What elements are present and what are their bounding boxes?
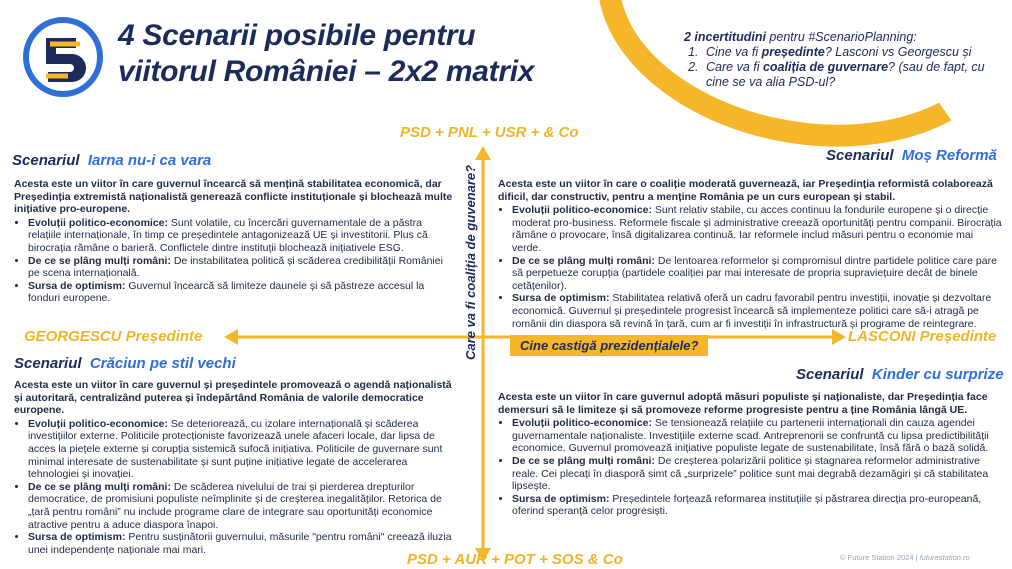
list-item	[28, 280, 454, 305]
scenario-list	[14, 418, 454, 557]
q1-post: ? Lasconi vs Georgescu și	[824, 45, 972, 59]
item-label: De ce se plâng mulți români:	[28, 254, 171, 267]
list-item	[28, 255, 454, 280]
footer	[840, 553, 970, 562]
item-label: Sursa de optimism:	[28, 279, 126, 292]
item-label: Sursa de optimism:	[512, 292, 610, 305]
axis-right-label: LASCONI Președinte	[848, 328, 997, 345]
q1-pre: Cine va fi	[706, 45, 762, 59]
item-text: De lentoarea reformelor și compromisul dintre partidele politice care pare să perpetueze corupția (partidele coaliției par mai interesate de propria supraviețuire decât de binele cetățenilor).	[512, 254, 997, 292]
list-item	[28, 531, 454, 556]
list-item	[512, 493, 1003, 518]
footer-site-link[interactable]: futurestation.ro	[919, 553, 970, 562]
scenario-title-top-left	[12, 152, 211, 169]
item-text: Sunt volatile, cu încercări guvernamentale de a păstra relațiile internaționale, în timp ce președintele antagonizează UE și investitorii. Plus că birocrația rămâne o barieră. Conflictele dintre instituții blochează inițiativele ESG.	[28, 216, 428, 254]
scenario-title-top-right	[826, 147, 997, 164]
item-label: De ce se plâng mulți români:	[28, 480, 171, 493]
item-label: Sursa de optimism:	[28, 531, 126, 544]
scenario-prefix: Scenariul	[14, 355, 82, 372]
item-text: De instabilitatea politică și scăderea credibilității României pe scena internațională.	[28, 254, 443, 280]
vertical-question: Care va fi coaliția de guvenare?	[463, 164, 478, 360]
uncertainties-intro-rest: pentru #ScenarioPlanning:	[765, 30, 917, 44]
list-item	[512, 292, 1003, 330]
scenario-prefix: Scenariul	[796, 366, 864, 383]
scenario-intro: Acesta este un viitor în care guvernul și președintele promovează o agendă naționalistă și autoritară, centralizând puterea și îndepărtând România de valorile democratice europene.	[14, 379, 452, 417]
scenario-body-bottom-right	[498, 391, 1003, 518]
arrow-left-icon	[224, 329, 238, 345]
item-text: Se tensionează relațiile cu partenerii internaționali din cauza agendei guvernamentale naționaliste. Investițiile externe scad. Antreprenorii se confruntă cu lipsa predictibilității economice. Guvernul promovează inițiative populiste legate de sustenabilitate, însă fără o bază solidă.	[512, 417, 989, 455]
q2-post: ? (sau de fapt, cu cine se va alia PSD-ul?	[706, 60, 985, 89]
scenario-name: Kinder cu surprize	[871, 366, 1004, 383]
uncertainties-intro-bold: 2 incertitudini	[684, 30, 766, 44]
list-item	[512, 204, 1003, 254]
list-item	[512, 255, 1003, 293]
scenario-name: Moș Reformă	[901, 147, 997, 164]
scenario-prefix: Scenariul	[12, 152, 80, 169]
item-text: Sunt relativ stabile, cu acces continuu la fondurile europene și o direcție moderat pro-business. Reformele fiscale și administrative creează oportunități pentru companii. Birocrația rămâne o provocare, însă digitalizarea continuă. Iar reformele includ măsuri pentru o economie mai verde.	[512, 204, 1002, 254]
q2-pre: Care va fi	[706, 60, 763, 74]
item-text: Pentru susținătorii guvernului, măsurile "pentru români" creează iluzia unei independențe naționale mai mari.	[28, 531, 452, 556]
axis-left-label: GEORGESCU Președinte	[24, 328, 203, 345]
scenario-prefix: Scenariul	[826, 147, 894, 164]
scenario-title-bottom-right	[796, 366, 1004, 383]
item-label: Evoluții politico-economice:	[512, 417, 653, 430]
item-label: Sursa de optimism:	[512, 492, 610, 505]
arrow-right-icon	[832, 329, 846, 345]
item-text: Președintele forțează reformarea instituțiile și păstrarea direcția pro-europeană, oferind speranță celor progresiști.	[512, 492, 982, 518]
item-label: Evoluții politico-economice:	[28, 216, 169, 229]
item-text: Stabilitatea relativă oferă un cadru favorabil pentru investiții, inovație și dezvoltare economică. Guvernul și președintele progresist încearcă să implementeze politici care să-i atragă pe românii din diaspora să revină în țară, cum ar fi investiții în infrastructură și programe de reintegrare.	[512, 292, 992, 330]
scenario-intro: Acesta este un viitor în care o coaliție moderată guvernează, iar Președinția reformistă colaborează dificil, dar constructiv, pentru a menține România pe un curs european și stabil.	[498, 178, 993, 203]
axis-bottom-label: PSD + AUR + POT + SOS & Co	[407, 551, 623, 568]
list-item	[28, 217, 454, 255]
scenario-list	[498, 204, 1003, 330]
list-item	[512, 417, 1003, 455]
item-text: De creșterea polarizării politice și stagnarea reformelor administrative reale. Cei plecați în diasporă simt că „surprizele” politice sunt mai degrabă dezamăgiri și că stabilitatea lipsește.	[512, 454, 989, 493]
item-text: De scăderea nivelului de trai și pierderea drepturilor democratice, de promisiuni populiste neîmplinite și de creșterea inegalităților. Retorica de „țară pentru români” nu include programe clare de integrare sau oportunități economice atractive pentru a aduce diaspora înapoi.	[28, 480, 442, 531]
scenario-title-bottom-left	[14, 355, 236, 372]
item-label: De ce se plâng mulți români:	[512, 254, 655, 267]
footer-copyright: © Future Station 2024	[840, 553, 914, 562]
footer-separator: |	[915, 553, 918, 562]
scenario-list	[14, 217, 454, 305]
item-label: Evoluții politico-economice:	[28, 417, 169, 430]
item-label: De ce se plâng mulți români:	[512, 454, 655, 467]
item-text: Se deteriorează, cu izolare internațională și scăderea investițiilor externe. Politicile protecționiste favorizează unele afaceri locale, dar lipsa de acces la piețele externe și corupția sistemică sufocă inițiativa. Politicile de guvernare sunt minimal interesate de sustenabilitate și sunt puține inițiative legate de accelerarea tehnologiei și inovației.	[28, 417, 443, 481]
scenario-body-top-left	[14, 178, 454, 305]
scenario-list	[498, 417, 1003, 518]
q1-bold: președinte	[761, 45, 825, 59]
axis-top-label: PSD + PNL + USR + & Co	[400, 124, 579, 141]
arrow-up-icon	[475, 146, 491, 160]
scenario-name: Iarna nu-i ca vara	[87, 152, 212, 169]
title-line-1: 4 Scenarii posibile pentru	[118, 19, 476, 52]
horizontal-question: Cine castigă prezidențialele?	[510, 335, 708, 356]
scenario-name: Crăciun pe stil vechi	[89, 355, 236, 372]
scenario-body-top-right	[498, 178, 1003, 330]
scenario-intro: Acesta este un viitor în care guvernul încearcă să mențină stabilitatea economică, dar Președinția extremistă naționalistă generează conflicte instituționale și blochează multe inițiative pro-europene.	[14, 178, 453, 216]
item-text: Guvernul încearcă să limiteze daunele și să păstreze accesul la fonduri europene.	[28, 279, 425, 305]
list-item	[28, 481, 454, 531]
q2-bold: coaliția de guvernare	[762, 60, 889, 74]
title-line-2: viitorul României – 2x2 matrix	[118, 55, 535, 88]
scenario-intro: Acesta este un viitor în care guvernul adoptă măsuri populiste și naționaliste, dar Președinția face demersuri să le limiteze și să promoveze reforme progresiste pentru a ține România lângă UE.	[498, 391, 988, 416]
item-label: Evoluții politico-economice:	[512, 204, 653, 217]
list-item	[28, 418, 454, 481]
list-item	[512, 455, 1003, 493]
scenario-body-bottom-left	[14, 379, 454, 556]
